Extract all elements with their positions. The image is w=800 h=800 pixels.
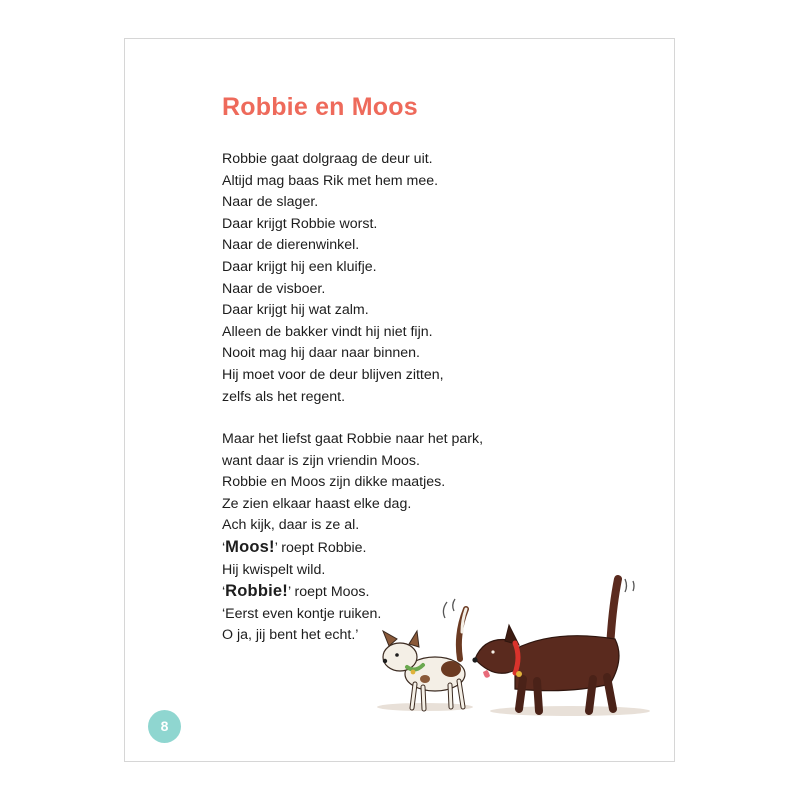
story-title: Robbie en Moos bbox=[222, 93, 418, 121]
text-line: zelfs als het regent. bbox=[222, 388, 346, 405]
speech-tag: ’ roept Moos. bbox=[287, 584, 370, 601]
text-line: Ach kijk, daar is ze al. bbox=[222, 517, 360, 534]
text-line: Maar het liefst gaat Robbie naar het park, bbox=[222, 431, 484, 447]
text-line: Daar krijgt Robbie worst. bbox=[222, 215, 378, 232]
shout-robbie: Robbie! bbox=[225, 582, 288, 601]
text-line: Alleen de bakker vindt hij niet fijn. bbox=[222, 323, 433, 340]
text-line: Nooit mag hij daar naar binnen. bbox=[222, 345, 420, 362]
book-page bbox=[124, 38, 675, 762]
text-line: Altijd mag baas Rik met hem mee. bbox=[222, 172, 439, 189]
text-line: Hij kwispelt wild. bbox=[222, 561, 326, 578]
stanza-1 bbox=[222, 149, 444, 408]
open-quote: ‘ bbox=[222, 584, 226, 601]
shout-moos: Moos! bbox=[225, 537, 275, 556]
text-line: Naar de slager. bbox=[222, 194, 319, 211]
dogs-illustration bbox=[355, 529, 655, 729]
text-line: O ja, jij bent het echt.’ bbox=[222, 627, 359, 644]
text-line: Naar de dierenwinkel. bbox=[222, 237, 360, 254]
page-number-badge: 8 bbox=[148, 710, 181, 743]
big-dog bbox=[472, 579, 619, 711]
text-line: ‘Eerst even kontje ruiken. bbox=[222, 605, 382, 622]
text-line: Ze zien elkaar haast elke dag. bbox=[222, 495, 412, 512]
text-line: Robbie gaat dolgraag de deur uit. bbox=[222, 151, 433, 167]
text-line: Hij moet voor de deur blijven zitten, bbox=[222, 366, 444, 383]
ground-shadow bbox=[490, 706, 650, 716]
small-dog bbox=[383, 609, 466, 709]
text-line: Naar de visboer. bbox=[222, 280, 326, 297]
text-line: Daar krijgt hij een kluifje. bbox=[222, 258, 377, 275]
text-line: Robbie en Moos zijn dikke maatjes. bbox=[222, 474, 446, 491]
wag-marks bbox=[443, 599, 455, 618]
open-quote: ‘ bbox=[222, 539, 226, 556]
text-line: want daar is zijn vriendin Moos. bbox=[222, 452, 420, 469]
speech-tag: ’ roept Robbie. bbox=[274, 539, 367, 556]
text-line: Daar krijgt hij wat zalm. bbox=[222, 302, 369, 319]
